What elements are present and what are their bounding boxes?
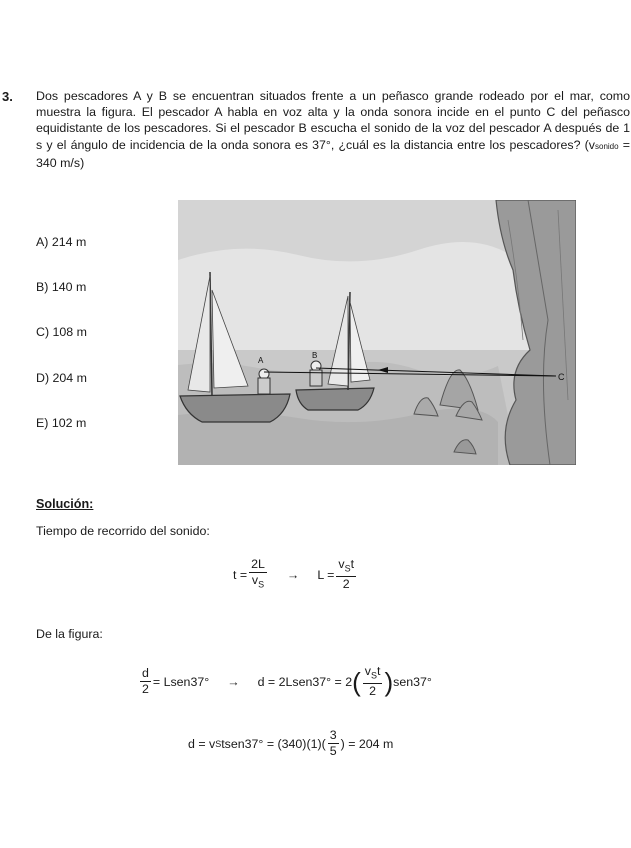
question-text: Dos pescadores A y B se encuentran situados frente a un peñasco grande rodeado por el mar, como muestra la figura. El pescador A habla en voz alta y la onda sonora incide en el punto C del peñasco equidistante de los pescadores. Si el pescador B escucha el sonido de la voz del pescador A después de 1 s y el ángulo de incidencia de la onda sonora es 37°, ¿cuál es la distancia entre los pescadores? (vsonido = 340 m/s) <box>36 89 630 170</box>
option-d: D) 204 m <box>36 371 87 385</box>
option-b: B) 140 m <box>36 280 87 294</box>
fishermen-illustration <box>178 200 576 465</box>
point-c-label: C <box>558 372 565 382</box>
point-a-label: A <box>258 356 264 365</box>
option-e: E) 102 m <box>36 416 87 430</box>
solution-line-2: De la figura: <box>36 627 103 641</box>
equation-result: d = v S tsen37° = (340)(1)( $\frac{3}{5}$ ) = 204 m <box>188 728 394 758</box>
point-b-label: B <box>312 351 318 360</box>
solution-line-1: Tiempo de recorrido del sonido: <box>36 524 210 538</box>
option-a: A) 214 m <box>36 235 87 249</box>
solution-title: Solución: <box>36 497 94 511</box>
question-number: 3. <box>2 89 13 104</box>
equation-distance: $\frac{d}{2}$ = Lsen37° → d = 2Lsen37° = 2 ( $\frac{v_St}{2}$ ) sen37° <box>142 664 432 699</box>
equation-time: t = $\frac{2L}{v_S}$ → L = $\frac{v_St}{2}$ <box>233 557 355 592</box>
option-c: C) 108 m <box>36 325 87 339</box>
